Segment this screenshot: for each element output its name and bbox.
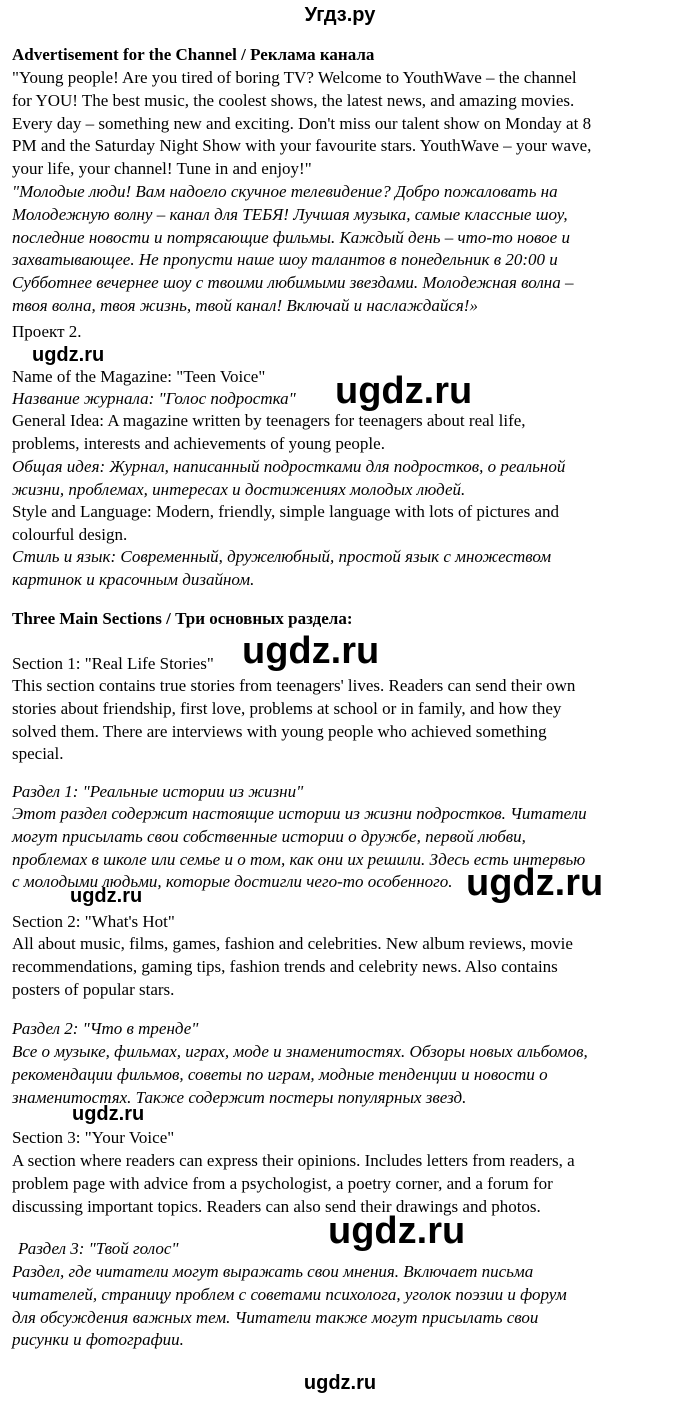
section3-body-en: A section where readers can express their opinions. Includes letters from readers, a problem page with advice from a psychologist, a poetry corner, and a forum for discussing important topics. Readers can also send their drawings and photos. (12, 1151, 575, 1216)
site-header: Угдз.ру (304, 4, 376, 26)
watermark: ugdz.ru (72, 1103, 145, 1125)
general-idea-ru: Общая идея: Журнал, написанный подростками для подростков, о реальной жизни, проблемах, интересах и достижениях молодых людей. (12, 457, 566, 499)
style-language-ru: Стиль и язык: Современный, дружелюбный, простой язык с множеством картинок и красочным дизайном. (12, 547, 552, 589)
section1-title-ru: Раздел 1: "Реальные истории из жизни" (12, 782, 304, 801)
advert-text-en: "Young people! Are you tired of boring TV? Welcome to YouthWave – the channel for YOU! The best music, the coolest shows, the latest news, and amazing movies. Every day – something new and exciting. Don't miss our talent show on Monday at 8 PM and the Saturday Night Show with your favourite stars. YouthWave – your wave, your life, your channel! Tune in and enjoy!" (12, 68, 592, 179)
general-idea-en: General Idea: A magazine written by teenagers for teenagers about real life, problems, interests and achievements of young people. (12, 411, 526, 453)
sections-heading: Three Main Sections / Три основных раздела: (12, 609, 353, 628)
watermark: ugdz.ru (32, 344, 105, 366)
section2-body-ru: Все о музыке, фильмах, играх, моде и знаменитостях. Обзоры новых альбомов, рекомендации фильмов, советы по играм, модные тенденции и новости о знаменитостях. Также содержит постеры популярных звезд. (12, 1042, 588, 1107)
section3-title-ru: Раздел 3: "Твой голос" (18, 1239, 179, 1258)
advert-heading: Advertisement for the Channel / Реклама канала (12, 45, 375, 64)
section2-title-en: Section 2: "What's Hot" (12, 912, 175, 931)
magazine-name-ru: Название журнала: "Голос подростка" (12, 389, 296, 408)
project-title: Проект 2. (12, 322, 82, 341)
advert-text-ru: "Молодые люди! Вам надоело скучное телевидение? Добро пожаловать на Молодежную волну – канал для ТЕБЯ! Лучшая музыка, самые классные шоу, последние новости и потрясающие фильмы. Каждый день – что-то новое и захватывающее. Не пропусти наше шоу талантов в понедельник в 20:00 и Субботнее вечернее шоу с твоими любимыми звездами. Молодежная волна – твоя волна, твоя жизнь, твой канал! Включай и наслаждайся!» (12, 182, 574, 315)
magazine-name-en: Name of the Magazine: "Teen Voice" (12, 367, 266, 386)
watermark: ugdz.ru (466, 862, 604, 904)
watermark: ugdz.ru (242, 630, 380, 672)
section1-body-en: This section contains true stories from teenagers' lives. Readers can send their own stories about friendship, first love, problems at school or in family, and how they solved them. There are interviews with young people who achieved something special. (12, 676, 576, 764)
section1-body-ru: Этот раздел содержит настоящие истории из жизни подростков. Читатели могут присылать свои собственные истории о дружбе, первой любви, проблемах в школе или семье и о том, как они их решили. Здесь есть интервью с молодыми людьми, которые достигли чего-то особенного. (12, 804, 587, 892)
section3-title-en: Section 3: "Your Voice" (12, 1128, 175, 1147)
section2-title-ru: Раздел 2: "Что в тренде" (12, 1019, 199, 1038)
section2-body-en: All about music, films, games, fashion and celebrities. New album reviews, movie recommendations, gaming tips, fashion trends and celebrity news. Also contains posters of popular stars. (12, 934, 573, 999)
section3-body-ru: Раздел, где читатели могут выражать свои мнения. Включает письма читателей, страницу проблем с советами психолога, уголок поэзии и форум для обсуждения важных тем. Читатели также могут присылать свои рисунки и фотографии. (12, 1262, 567, 1350)
site-footer: ugdz.ru (303, 1372, 377, 1394)
watermark: ugdz.ru (70, 885, 143, 907)
section1-title-en: Section 1: "Real Life Stories" (12, 654, 214, 673)
style-language-en: Style and Language: Modern, friendly, simple language with lots of pictures and colourful design. (12, 502, 560, 544)
watermark: ugdz.ru (335, 370, 473, 412)
watermark: ugdz.ru (328, 1210, 466, 1252)
